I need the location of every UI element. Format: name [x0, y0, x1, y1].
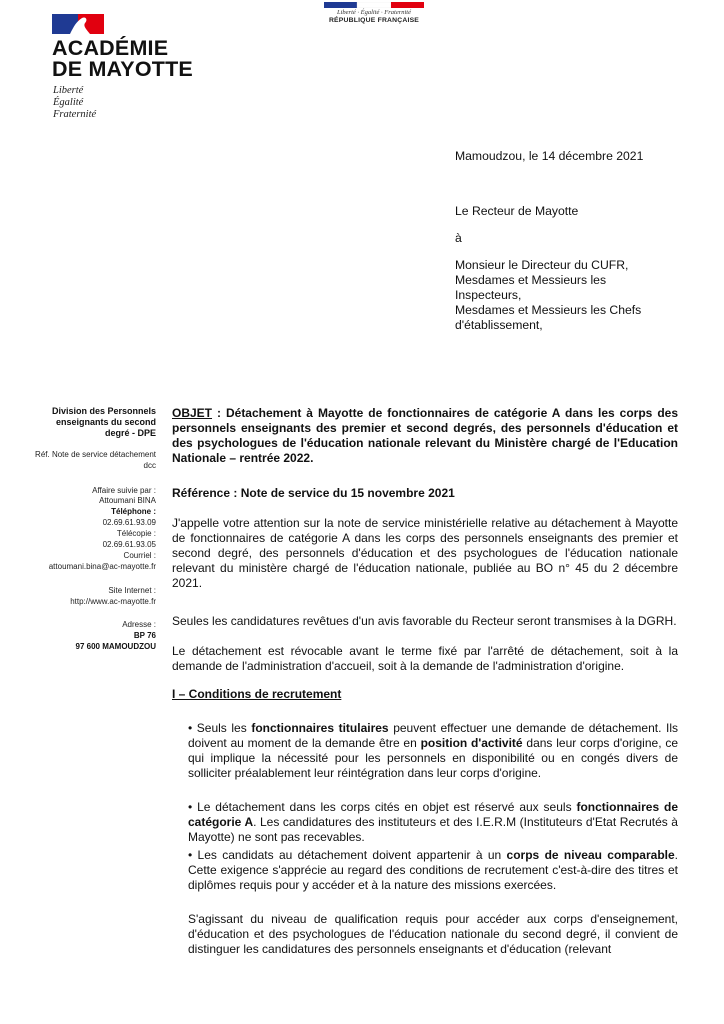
- tel-label: Téléphone :: [111, 507, 156, 516]
- rf-motto: Liberté · Égalité · Fraternité: [336, 9, 412, 16]
- objet-text: : Détachement à Mayotte de fonctionnaires de catégorie A dans les corps des personnels enseignants des premier et second degrés, des personnels d'éducation et des psychologues de l'éducation nationale relevant du Ministère chargé de l'Education Nationale – rentrée 2022.: [172, 406, 678, 465]
- bullet-3-text: • Les candidats au détachement doivent appartenir à un: [188, 848, 507, 862]
- mail-value: attoumani.bina@ac-mayotte.fr: [48, 562, 156, 571]
- org-name-line2: DE MAYOTTE: [52, 57, 193, 81]
- adresse-line: 97 600 MAMOUDZOU: [75, 642, 156, 651]
- reference-line: Référence : Note de service du 15 novembre 2021: [172, 486, 455, 500]
- ref-line: Réf. Note de service détachement: [35, 450, 156, 459]
- fax-value: 02.69.61.93.05: [102, 540, 156, 549]
- recipient-line: Inspecteurs,: [455, 288, 522, 302]
- recipient-line: Mesdames et Messieurs les Chefs: [455, 303, 642, 317]
- bullet-1-text: • Seuls les: [188, 721, 252, 735]
- bullet-1: [188, 721, 678, 781]
- bullet-3-text: . Cette exigence s'apprécie au regard des conditions de recrutement c'est-à-dire des titres et diplômes requis pour y accéder et à la nature des missions exercées.: [188, 848, 678, 892]
- ref-line: dcc: [143, 461, 156, 470]
- paragraph-3: Le détachement est révocable avant le terme fixé par l'arrêté de détachement, soit à la demande de l'administration d'accueil, soit à la demande de l'administration d'origine.: [172, 644, 678, 673]
- place-date: Mamoudzou, le 14 décembre 2021: [455, 149, 644, 163]
- org-name-line1: ACADÉMIE: [52, 36, 169, 60]
- bullet-2-bold: fonctionnaires de catégorie A: [188, 800, 679, 829]
- bullet-3: [188, 848, 678, 893]
- tricolor-flag-icon: [324, 2, 424, 8]
- fax-label: Télécopie :: [116, 529, 156, 538]
- rf-name: RÉPUBLIQUE FRANÇAISE: [328, 17, 420, 24]
- bullet-3-bold: corps de niveau comparable: [506, 848, 675, 862]
- motto-egalite: Égalité: [53, 97, 84, 108]
- paragraph-4: S'agissant du niveau de qualification requis pour accéder aux corps d'enseignement, d'éducation et des psychologues de l'éducation nationale du second degré, il convient de distinguer les candidatures des personnels enseignants et d'éducation (relevant: [188, 912, 678, 956]
- marianne-flag-logo: [52, 14, 104, 34]
- site-label: Site Internet :: [108, 586, 156, 595]
- division-line: degré - DPE: [104, 428, 156, 438]
- motto-liberte: Liberté: [53, 85, 84, 96]
- site-value: http://www.ac-mayotte.fr: [70, 597, 156, 606]
- division-line: Division des Personnels: [51, 406, 156, 416]
- adresse-label: Adresse :: [122, 620, 156, 629]
- bullet-2: [188, 800, 678, 845]
- bullet-1-text: peuvent effectuer une demande de détachement. Ils doivent au moment de la demande être en: [188, 721, 679, 750]
- bullet-1-bold: position d'activité: [420, 736, 523, 750]
- bullet-2-text: • Le détachement dans les corps cités en objet est réservé aux seuls: [188, 800, 577, 814]
- motto-fraternite: Fraternité: [53, 109, 97, 120]
- tel-value: 02.69.61.93.09: [102, 518, 156, 527]
- republique-francaise-mark: [318, 2, 430, 28]
- paragraph-2: Seules les candidatures revêtues d'un avis favorable du Recteur seront transmises à la DGRH.: [172, 614, 677, 628]
- objet-paragraph: [172, 406, 678, 466]
- adresse-line: BP 76: [133, 631, 156, 640]
- paragraph-1: J'appelle votre attention sur la note de service ministérielle relative au détachement à Mayotte de fonctionnaires de catégorie A dans les corps des personnels enseignants des premier et second degré, des personnels d'éducation et des psychologues de l'éducation nationale relevant du ministère chargé de l'éducation nationale, publiée au BO n° 45 du 2 décembre 2021.: [172, 516, 678, 590]
- division-line: enseignants du second: [55, 417, 156, 427]
- affaire-name: Attoumani BINA: [99, 496, 156, 505]
- recipient-line: d'établissement,: [455, 318, 543, 332]
- to-word: à: [455, 231, 462, 245]
- bullet-2-text: . Les candidatures des instituteurs et des I.E.R.M (Instituteurs d'Etat Recrutés à Mayotte) ne sont pas recevables.: [188, 815, 678, 844]
- affaire-label: Affaire suivie par :: [92, 486, 156, 495]
- bullet-1-text: dans leur corps d'origine, ce qui implique la nécessité pour les personnels en disponibilité ou en congés divers de solliciter préalablement leur réintégration dans leur corps d'origine.: [188, 736, 679, 780]
- recipient-line: Monsieur le Directeur du CUFR,: [455, 258, 629, 272]
- mail-label: Courriel :: [123, 551, 156, 560]
- bullet-1-bold: fonctionnaires titulaires: [251, 721, 389, 735]
- recipient-line: Mesdames et Messieurs les: [455, 273, 607, 287]
- objet-label: OBJET: [172, 406, 213, 420]
- sender: Le Recteur de Mayotte: [455, 204, 579, 218]
- section-title: I – Conditions de recrutement: [172, 687, 342, 701]
